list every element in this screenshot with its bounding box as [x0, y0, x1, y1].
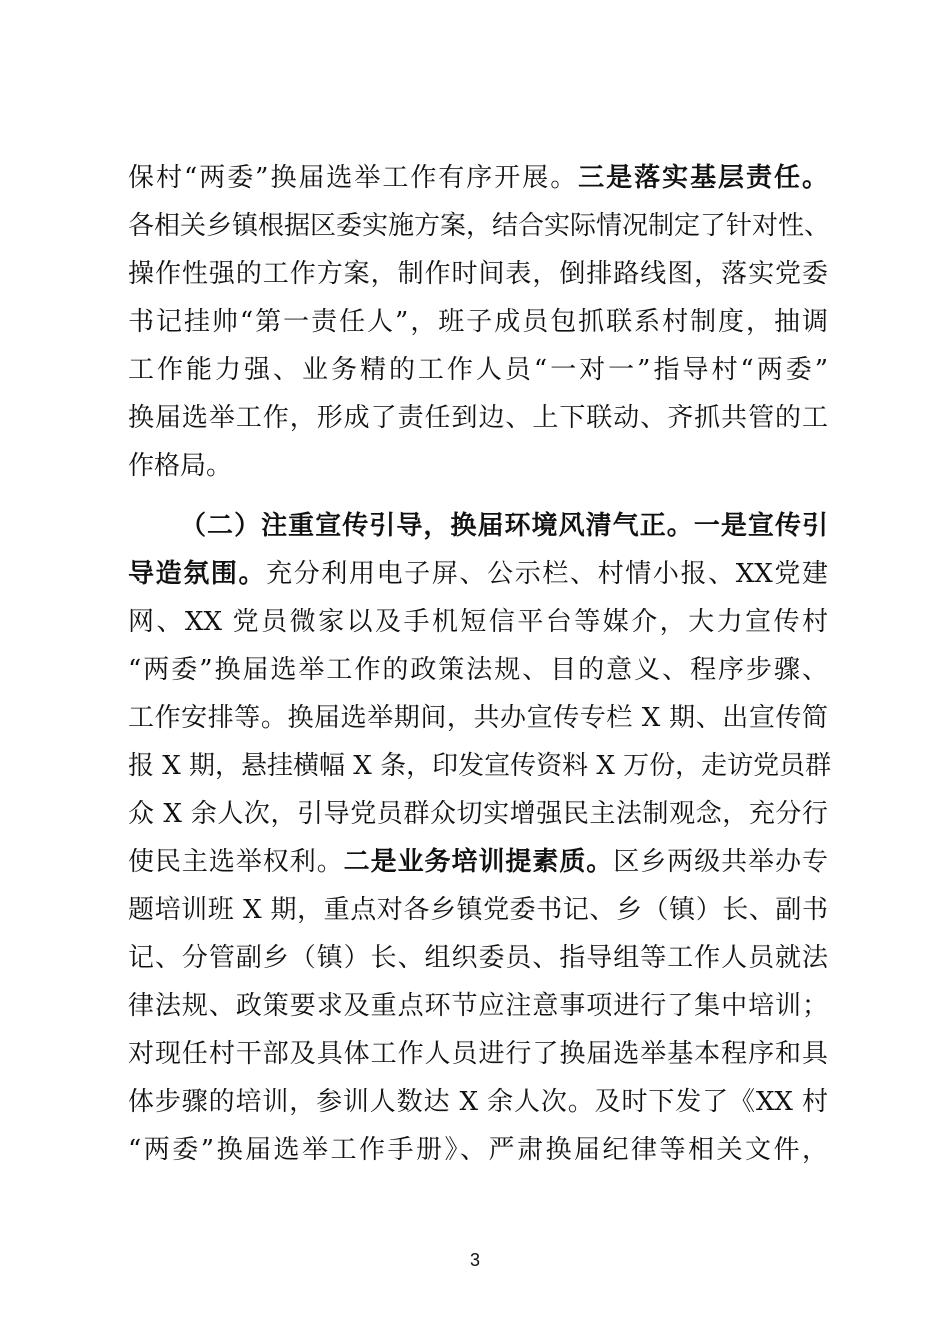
text-line: [128, 304, 828, 340]
text-span: 换届选举工作，形成了责任到边、上下联动、齐抓共管的工: [128, 403, 828, 433]
text-line: [128, 208, 831, 244]
text-line: [128, 1084, 828, 1120]
text-line: [128, 352, 828, 388]
text-line: [128, 1036, 828, 1072]
text-span: 工作能力强、业务精的工作人员“一对一”指导村“两委”: [128, 355, 828, 385]
text-line: [128, 556, 828, 592]
text-span: 使民主选举权利。: [128, 847, 344, 877]
text-span: 律法规、政策要求及重点环节应注意事项进行了集中培训；: [128, 991, 828, 1021]
text-line: [128, 892, 828, 928]
text-line: [128, 988, 828, 1024]
text-span: 众 X 余人次，引导党员群众切实增强民主法制观念，充分行: [128, 799, 828, 829]
text-line: [128, 448, 828, 484]
text-line: [128, 748, 832, 784]
text-span: 区乡两级共举办专: [613, 847, 828, 877]
text-line: [128, 1132, 828, 1168]
text-span: 报 X 期，悬挂横幅 X 条，印发宣传资料 X 万份，走访党员群: [128, 751, 832, 781]
text-span: 工作安排等。换届选举期间，共办宣传专栏 X 期、出宣传简: [128, 703, 828, 733]
text-span: 对现任村干部及具体工作人员进行了换届选举基本程序和具: [128, 1039, 828, 1069]
text-span: “两委”换届选举工作手册》、严肃换届纪律等相关文件，: [128, 1135, 828, 1165]
bold-heading-span: 三是落实基层责任。: [578, 163, 828, 193]
text-line: [128, 400, 828, 436]
text-span: 记、分管副乡（镇）长、组织委员、指导组等工作人员就法: [128, 943, 828, 973]
text-span: 各相关乡镇根据区委实施方案，结合实际情况制定了针对性、: [128, 211, 831, 241]
section-heading: （二）注重宣传引导，换届环境风清气正。一是宣传引: [180, 511, 828, 541]
text-line: [128, 652, 828, 688]
text-span: 操作性强的工作方案，制作时间表，倒排路线图，落实党委: [128, 259, 828, 289]
text-line: [128, 604, 828, 640]
text-line: [128, 940, 828, 976]
text-span: 体步骤的培训，参训人数达 X 余人次。及时下发了《XX 村: [128, 1087, 828, 1117]
section-heading-line: [180, 508, 828, 544]
text-span: “两委”换届选举工作的政策法规、目的意义、程序步骤、: [128, 655, 828, 685]
text-line: [128, 700, 828, 736]
text-span: 充分利用电子屏、公示栏、村情小报、XX党建: [266, 559, 828, 589]
text-line: [128, 256, 828, 292]
text-span: 书记挂帅“第一责任人”，班子成员包抓联系村制度，抽调: [128, 307, 828, 337]
text-span: 保村“两委”换届选举工作有序开展。: [128, 163, 579, 193]
bold-heading-span: 二是业务培训提素质。: [343, 847, 614, 877]
text-span: 网、XX 党员微家以及手机短信平台等媒介，大力宣传村: [128, 607, 828, 637]
text-span: 题培训班 X 期，重点对各乡镇党委书记、乡（镇）长、副书: [128, 895, 828, 925]
text-line: [128, 796, 828, 832]
bold-heading-span: 导造氛围。: [128, 559, 267, 589]
text-line: [128, 160, 828, 196]
text-line: [128, 844, 828, 880]
text-span: 作格局。: [128, 451, 233, 481]
page-number: 3: [469, 1250, 480, 1270]
